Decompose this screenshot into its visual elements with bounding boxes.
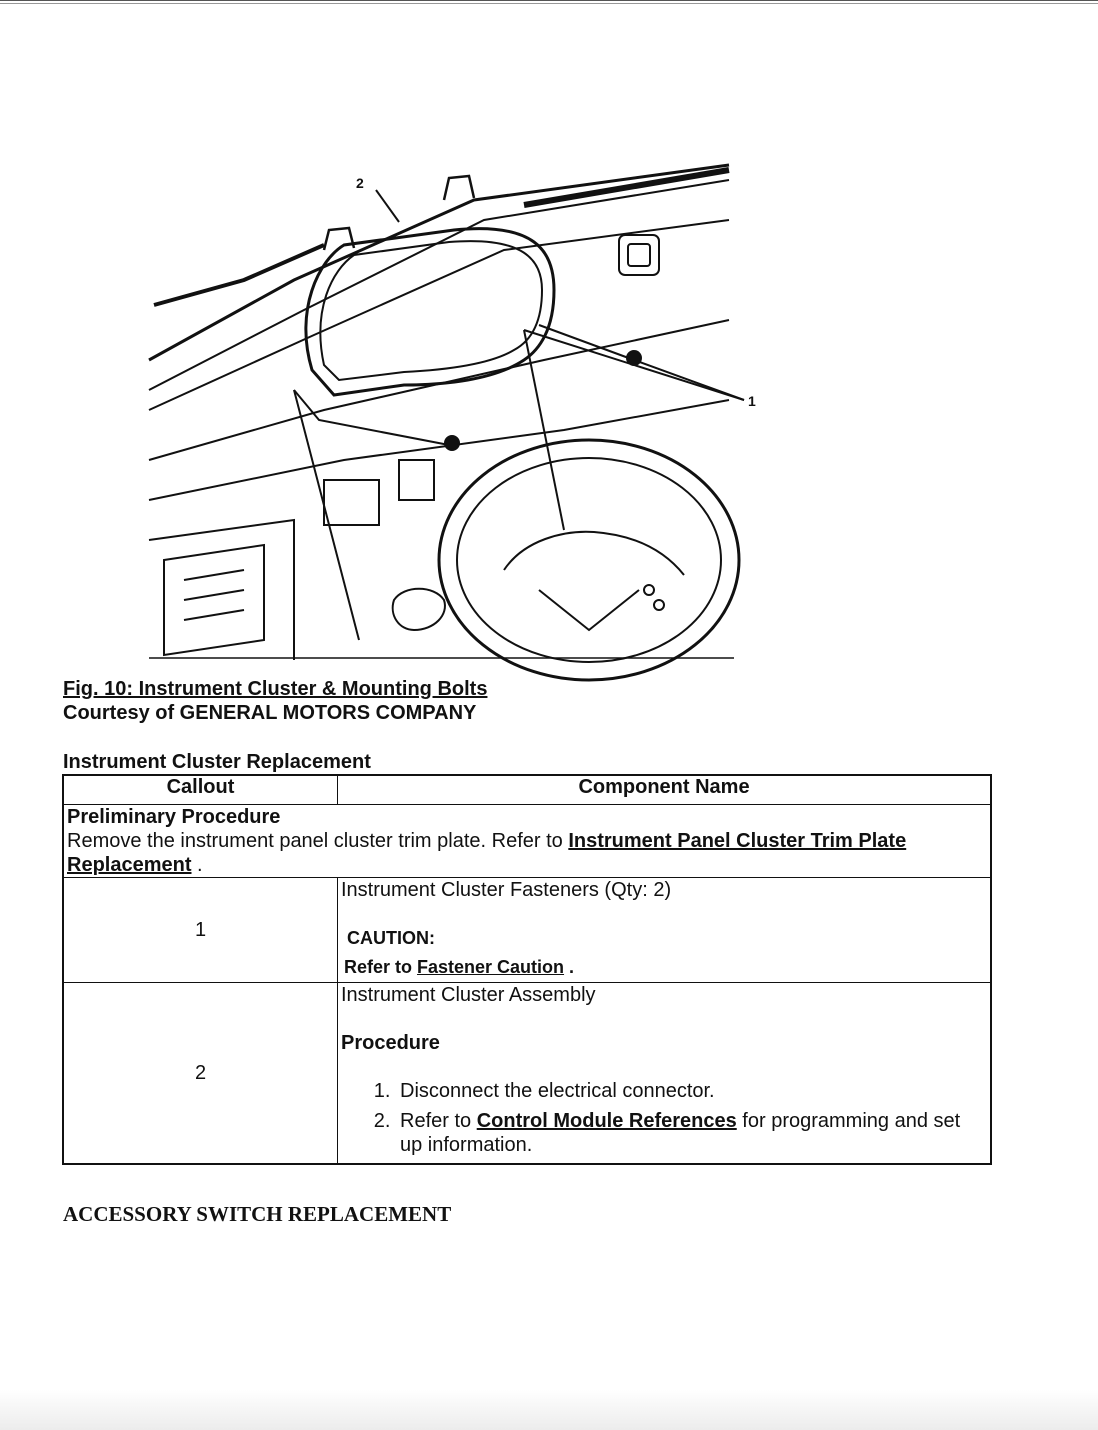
section-title: Instrument Cluster Replacement: [63, 751, 371, 773]
control-module-references-link[interactable]: Control Module References: [476, 1110, 737, 1132]
procedure-step: [396, 1109, 987, 1157]
callout-table: [62, 774, 992, 1165]
trim-plate-replacement-link[interactable]: Instrument Panel Cluster Trim Plate Replacement: [67, 830, 907, 876]
caution-heading: CAUTION:: [347, 928, 435, 948]
procedure-steps: [341, 1079, 987, 1157]
figure-caption: [63, 677, 487, 725]
preliminary-row: [63, 805, 991, 878]
step-text-before: Refer to: [400, 1110, 477, 1132]
component-cell: [338, 983, 992, 1165]
callout-number: 1: [63, 878, 338, 983]
header-callout: Callout: [63, 775, 338, 805]
caution-text: [344, 957, 987, 978]
procedure-heading: Procedure: [341, 1032, 440, 1054]
preliminary-cell: [63, 805, 991, 878]
table-header-row: [63, 775, 991, 805]
next-section-heading: ACCESSORY SWITCH REPLACEMENT: [63, 1202, 452, 1226]
callout-label-1: 1: [748, 393, 756, 409]
component-cell: [338, 878, 992, 983]
callout-label-2: 2: [356, 175, 364, 191]
fastener-caution-link[interactable]: Fastener Caution: [417, 957, 565, 977]
top-border: [0, 0, 1098, 4]
instrument-cluster-illustration: [144, 160, 756, 660]
procedure-step: [396, 1079, 987, 1103]
page-bottom-shade: [0, 1390, 1098, 1430]
preliminary-text: [67, 829, 987, 877]
preliminary-heading: Preliminary Procedure: [67, 806, 281, 828]
table-row: [63, 983, 991, 1165]
preliminary-text-before: Remove the instrument panel cluster trim plate. Refer to: [67, 830, 569, 852]
caution-text-after: .: [564, 957, 575, 977]
figure-courtesy: Courtesy of GENERAL MOTORS COMPANY: [63, 702, 477, 724]
figure-title: Fig. 10: Instrument Cluster & Mounting Bolts: [63, 678, 488, 700]
table-row: [63, 878, 991, 983]
preliminary-text-after: .: [191, 854, 203, 876]
header-component-name: Component Name: [338, 775, 992, 805]
step-text-after: for programming and set up information.: [400, 1110, 961, 1156]
caution-text-before: Refer to: [344, 957, 418, 977]
component-name: Instrument Cluster Assembly: [341, 984, 596, 1006]
component-name: Instrument Cluster Fasteners (Qty: 2): [341, 879, 672, 901]
callout-number: 2: [63, 983, 338, 1165]
step-text: Disconnect the electrical connector.: [400, 1080, 715, 1102]
